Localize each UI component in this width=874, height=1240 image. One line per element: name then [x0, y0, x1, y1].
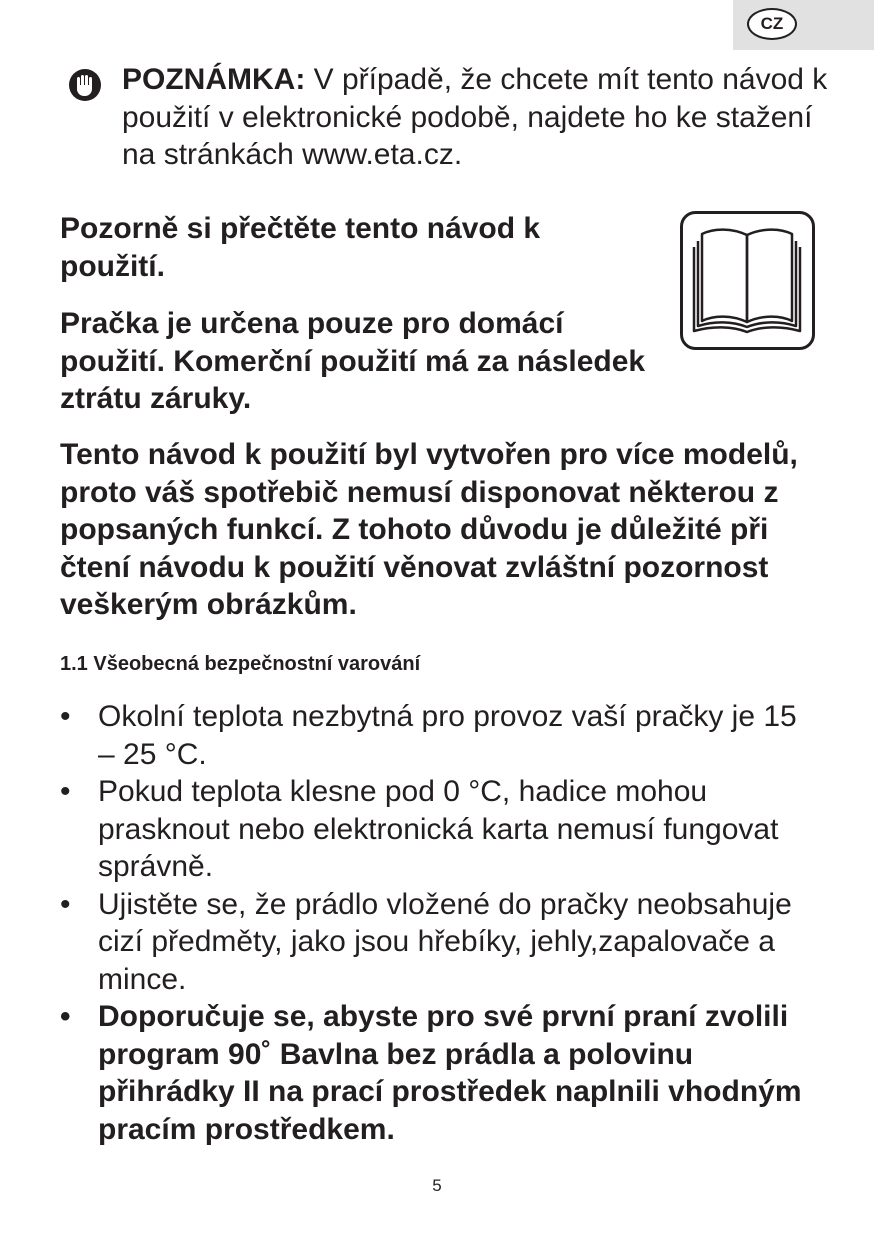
- list-item: [60, 773, 820, 886]
- note-label: POZNÁMKA:: [122, 63, 306, 96]
- page-number: 5: [432, 1176, 442, 1195]
- list-item: [60, 886, 820, 999]
- language-badge: CZ: [747, 8, 797, 40]
- list-item: [60, 998, 820, 1148]
- hand-stop-icon: [68, 68, 102, 102]
- bullet-marker: •: [60, 775, 71, 808]
- note-paragraph: [122, 61, 842, 174]
- section-title: 1.1 Všeobecná bezpečnostní varování: [60, 653, 421, 675]
- list-item: [60, 698, 820, 773]
- safety-warnings-list: [60, 698, 820, 1148]
- open-book-icon: [680, 211, 815, 350]
- read-manual-paragraph: Pozorně si přečtěte tento návod k použití.: [60, 212, 541, 283]
- list-item-text: Doporučuje se, abyste pro své první praní zvolili program 90˚ Bavlna bez prádla a polovinu přihrádky II na prací prostředek naplnili vhodným pracím prostředkem.: [98, 1000, 802, 1146]
- list-item-text: Ujistěte se, že prádlo vložené do pračky neobsahuje cizí předměty, jako jsou hřebíky, jehly,zapalovače a mince.: [98, 887, 792, 996]
- bullet-marker: •: [60, 700, 71, 733]
- list-item-text: Pokud teplota klesne pod 0 °C, hadice mohou prasknout nebo elektronická karta nemusí fungovat správně.: [98, 775, 779, 883]
- domestic-use-paragraph: Pračka je určena pouze pro domácí použití. Komerční použití má za následek ztrátu záruky.: [60, 307, 646, 415]
- bullet-marker: •: [60, 1000, 71, 1033]
- list-item-text: Okolní teplota nezbytná pro provoz vaší pračky je 15 – 25 °C.: [98, 700, 797, 771]
- bullet-marker: •: [60, 887, 71, 921]
- multi-model-paragraph: Tento návod k použití byl vytvořen pro více modelů, proto váš spotřebič nemusí disponovat některou z popsaných funkcí. Z tohoto důvodu je důležité při čtení návodu k použití věnovat zvláštní pozornost veškerým obrázkům.: [60, 438, 798, 621]
- note-text: V případě, že chcete mít tento návod k použití v elektronické podobě, najdete ho ke stažení na stránkách www.eta.cz.: [122, 63, 828, 171]
